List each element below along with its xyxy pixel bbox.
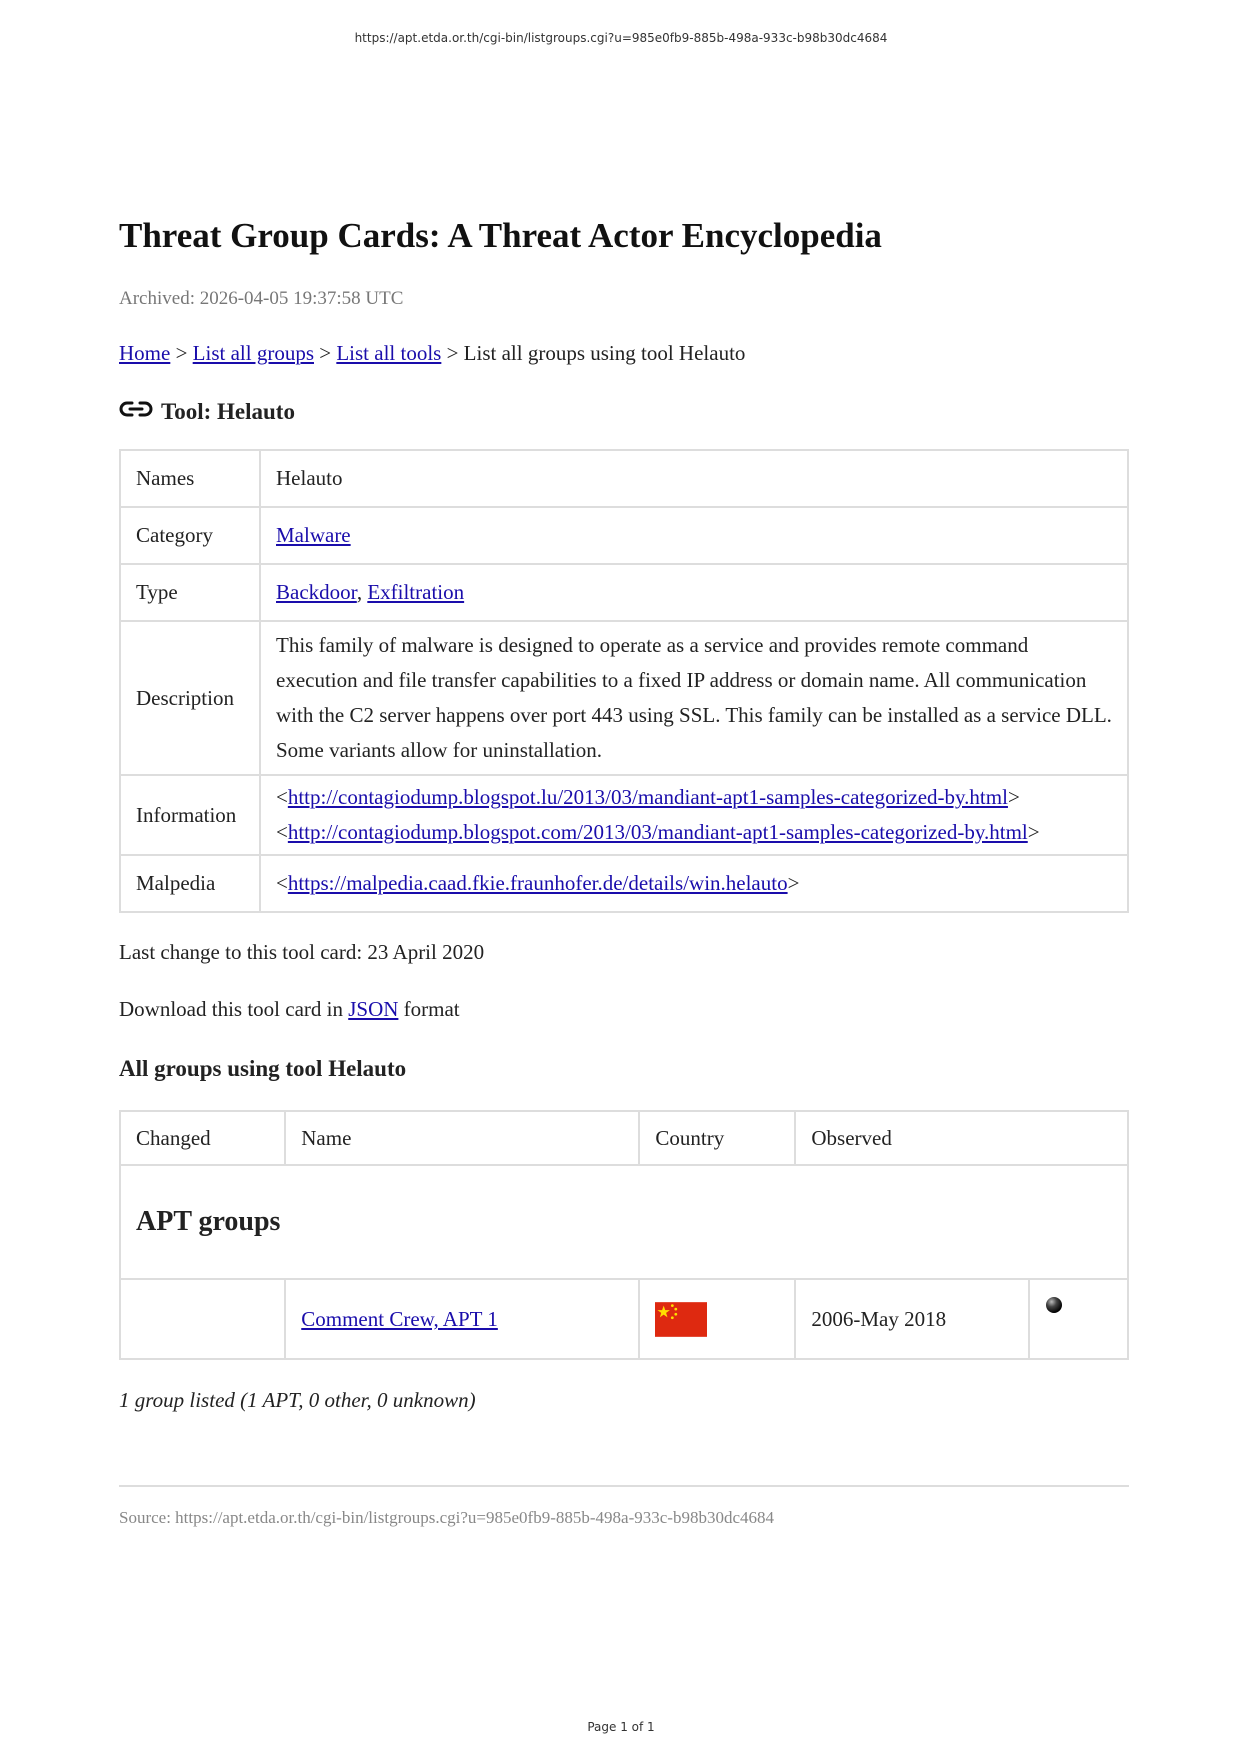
archived-timestamp: Archived: 2026-04-05 19:37:58 UTC (119, 288, 404, 309)
breadcrumb-list-groups-link[interactable]: List all groups (192, 341, 314, 365)
info-link-contagiodump-lu[interactable]: http://contagiodump.blogspot.lu/2013/03/mandiant-apt1-samples-categorized-by.html (287, 785, 1008, 809)
section-apt-groups: APT groups (120, 1165, 1128, 1279)
china-flag-icon (655, 1302, 707, 1337)
column-name: Name (285, 1111, 639, 1165)
breadcrumb-separator: > (314, 341, 337, 365)
main-content (119, 210, 1129, 1530)
group-changed (120, 1279, 285, 1359)
groups-summary: 1 group listed (1 APT, 0 other, 0 unknown) (119, 1388, 476, 1412)
download-prefix: Download this tool card in (119, 997, 349, 1021)
download-suffix: format (398, 997, 460, 1021)
malpedia-cell (260, 855, 1128, 912)
column-observed: Observed (795, 1111, 1128, 1165)
angle-close: > (787, 871, 800, 895)
names-label: Names (120, 450, 260, 507)
table-header-row (120, 1111, 1128, 1165)
angle-close: > (1007, 785, 1020, 809)
table-row (120, 621, 1128, 775)
angle-open: < (276, 820, 288, 844)
table-row (120, 450, 1128, 507)
last-change-note: Last change to this tool card: 23 April 2020 (119, 940, 485, 964)
group-name-cell (285, 1279, 639, 1359)
section-row (120, 1165, 1128, 1279)
download-note (119, 995, 1129, 1023)
tool-heading-text: Tool: Helauto (161, 399, 295, 424)
category-malware-link[interactable]: Malware (276, 523, 351, 547)
info-link-contagiodump-com[interactable]: http://contagiodump.blogspot.com/2013/03/mandiant-apt1-samples-categorized-by.html (287, 820, 1028, 844)
black-dot-icon (1045, 1296, 1063, 1314)
information-line (276, 780, 1112, 815)
table-row (120, 855, 1128, 912)
print-header-url: https://apt.etda.or.th/cgi-bin/listgroups.cgi?u=985e0fb9-885b-498a-933c-b98b30dc4684 (354, 31, 888, 45)
category-cell (260, 507, 1128, 564)
source-url: Source: https://apt.etda.or.th/cgi-bin/listgroups.cgi?u=985e0fb9-885b-498a-933c-b98b30dc4684 (119, 1508, 774, 1527)
group-country-cell (639, 1279, 795, 1359)
angle-open: < (276, 871, 288, 895)
breadcrumb-home-link[interactable]: Home (119, 341, 171, 365)
malpedia-link[interactable]: https://malpedia.caad.fkie.fraunhofer.de/details/win.helauto (287, 871, 788, 895)
group-link-comment-crew[interactable]: Comment Crew, APT 1 (301, 1307, 498, 1331)
print-footer-page: Page 1 of 1 (587, 1720, 655, 1734)
table-row (120, 1279, 1128, 1359)
information-line (276, 815, 1112, 850)
type-backdoor-link[interactable]: Backdoor (276, 580, 357, 604)
information-label: Information (120, 775, 260, 855)
type-cell (260, 564, 1128, 621)
groups-table (119, 1110, 1129, 1360)
groups-heading: All groups using tool Helauto (119, 1056, 407, 1081)
tool-info-table (119, 449, 1129, 913)
column-country: Country (639, 1111, 795, 1165)
page-title: Threat Group Cards: A Threat Actor Encyclopedia (119, 216, 882, 255)
description-label: Description (120, 621, 260, 775)
table-row (120, 775, 1128, 855)
information-cell (260, 775, 1128, 855)
table-row (120, 564, 1128, 621)
link-icon (119, 399, 153, 419)
angle-open: < (276, 785, 288, 809)
angle-close: > (1027, 820, 1040, 844)
type-label: Type (120, 564, 260, 621)
category-label: Category (120, 507, 260, 564)
description-value: This family of malware is designed to operate as a service and provides remote command execution and file transfer capabilities to a fixed IP address or domain name. All communication with the C2 server happens over port 443 using SSL. This family can be installed as a service DLL. Some variants allow for uninstallation. (260, 621, 1128, 775)
tool-heading (119, 397, 1129, 427)
malpedia-label: Malpedia (120, 855, 260, 912)
breadcrumb-list-tools-link[interactable]: List all tools (336, 341, 442, 365)
divider (119, 1485, 1129, 1487)
breadcrumb (119, 339, 1129, 367)
names-value: Helauto (260, 450, 1128, 507)
breadcrumb-separator: > (170, 341, 193, 365)
table-row (120, 507, 1128, 564)
type-separator: , (356, 580, 368, 604)
breadcrumb-current: > List all groups using tool Helauto (441, 341, 746, 365)
group-observed: 2006-May 2018 (795, 1279, 1029, 1359)
type-exfiltration-link[interactable]: Exfiltration (367, 580, 465, 604)
column-changed: Changed (120, 1111, 285, 1165)
json-download-link[interactable]: JSON (348, 997, 399, 1021)
group-status-cell (1029, 1279, 1128, 1359)
